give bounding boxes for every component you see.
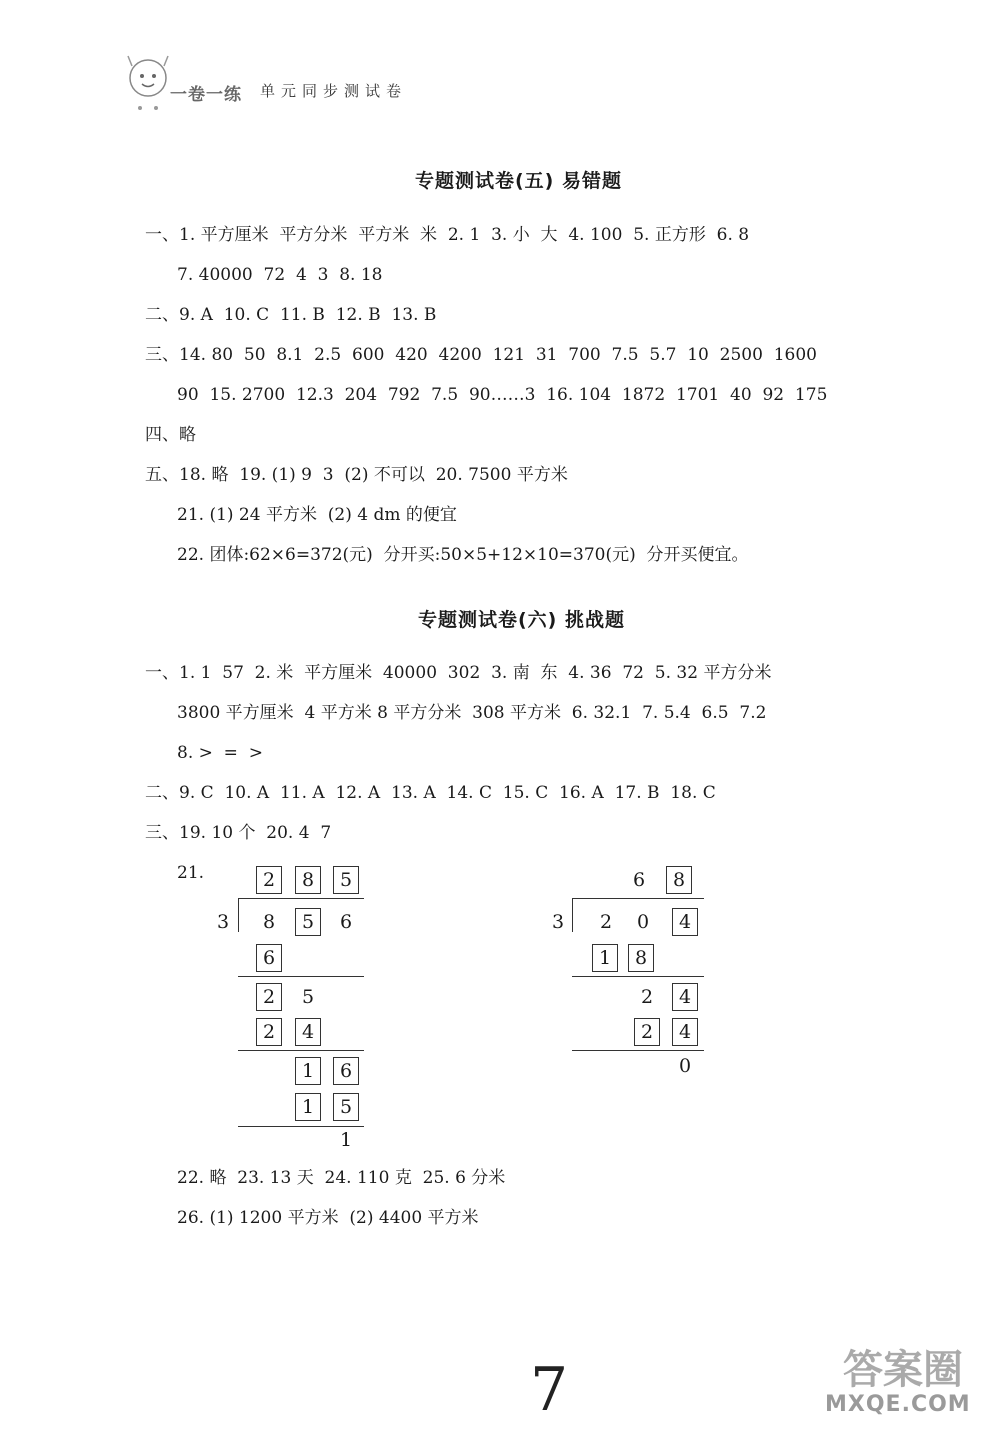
watermark-logo: 答案圈: [843, 1347, 963, 1393]
step-line: [572, 1050, 704, 1051]
answer-line: 21. (1) 24 平方米 (2) 4 dm 的便宜: [177, 505, 457, 525]
answer-line: 三、14. 80 50 8.1 2.5 600 420 4200 121 31 700 7.5 5.7 10 2500 1600: [145, 345, 817, 365]
answer-line: 二、9. C 10. A 11. A 12. A 13. A 14. C 15. C 16. A 17. B 18. C: [145, 783, 716, 803]
step-digit: 5: [333, 1093, 359, 1121]
answer-line: 21.: [177, 863, 205, 883]
answer-line: 22. 团体:62×6=372(元) 分开买:50×5+12×10=370(元) 分开买便宜。: [177, 545, 749, 565]
dividend-digit: 6: [339, 911, 353, 933]
answer-line: 22. 略 23. 13 天 24. 110 克 25. 6 分米: [177, 1168, 506, 1188]
step-digit: 1: [295, 1057, 321, 1085]
dividend-digit: 5: [295, 908, 321, 936]
brand-logo: 一卷一练: [170, 85, 242, 105]
answer-line: 一、1. 1 57 2. 米 平方厘米 40000 302 3. 南 东 4. 36 72 5. 32 平方分米: [145, 663, 772, 683]
remainder: 0: [678, 1055, 692, 1077]
quotient-digit: 5: [333, 866, 359, 894]
page-number: 7: [530, 1355, 569, 1425]
step-digit: 8: [628, 944, 654, 972]
step-line: [572, 976, 704, 977]
dividend-digit: 4: [672, 908, 698, 936]
step-digit: 2: [256, 983, 282, 1011]
header-title: 单元同步测试卷: [260, 82, 408, 100]
answer-line: 二、9. A 10. C 11. B 12. B 13. B: [145, 305, 437, 325]
answer-line: 8. > = >: [177, 743, 263, 763]
divisor: 3: [551, 911, 565, 933]
answer-line: 90 15. 2700 12.3 204 792 7.5 90……3 16. 104 1872 1701 40 92 175: [177, 385, 828, 405]
step-digit: 4: [672, 983, 698, 1011]
section6-title: 专题测试卷(六) 挑战题: [418, 609, 625, 631]
step-digit: 2: [634, 1018, 660, 1046]
section5-title: 专题测试卷(五) 易错题: [415, 170, 622, 192]
quotient-digit: 6: [632, 869, 646, 891]
step-digit: 6: [256, 944, 282, 972]
step-digit: 1: [295, 1093, 321, 1121]
step-digit: 4: [295, 1018, 321, 1046]
dividend-digit: 0: [636, 911, 650, 933]
quotient-digit: 8: [666, 866, 692, 894]
quotient-digit: 2: [256, 866, 282, 894]
dividend-digit: 2: [599, 911, 613, 933]
division-bracket: [572, 898, 573, 932]
answer-line: 五、18. 略 19. (1) 9 3 (2) 不可以 20. 7500 平方米: [145, 465, 568, 485]
divisor: 3: [216, 911, 230, 933]
answer-line: 7. 40000 72 4 3 8. 18: [177, 265, 383, 285]
page-header: [110, 50, 470, 130]
answer-line: 三、19. 10 个 20. 4 7: [145, 823, 332, 843]
division-bar: [572, 898, 704, 899]
step-digit: 1: [592, 944, 618, 972]
watermark: [825, 1330, 995, 1425]
answer-line: 26. (1) 1200 平方米 (2) 4400 平方米: [177, 1208, 479, 1228]
division-bracket: [238, 898, 239, 932]
step-line: [238, 976, 364, 977]
mascot-icon: [118, 52, 178, 112]
remainder: 1: [339, 1129, 353, 1151]
quotient-digit: 8: [295, 866, 321, 894]
step-digit: 4: [672, 1018, 698, 1046]
step-line: [238, 1050, 364, 1051]
answer-line: 一、1. 平方厘米 平方分米 平方米 米 2. 1 3. 小 大 4. 100 5. 正方形 6. 8: [145, 225, 750, 245]
watermark-url: MXQE.COM: [825, 1392, 971, 1417]
step-digit: 6: [333, 1057, 359, 1085]
step-digit: 2: [640, 986, 654, 1008]
answer-line: 3800 平方厘米 4 平方米 8 平方分米 308 平方米 6. 32.1 7. 5.4 6.5 7.2: [177, 703, 767, 723]
step-digit: 5: [301, 986, 315, 1008]
dividend-digit: 8: [262, 911, 276, 933]
division-bar: [238, 898, 364, 899]
step-digit: 2: [256, 1018, 282, 1046]
answer-line: 四、略: [145, 425, 196, 445]
